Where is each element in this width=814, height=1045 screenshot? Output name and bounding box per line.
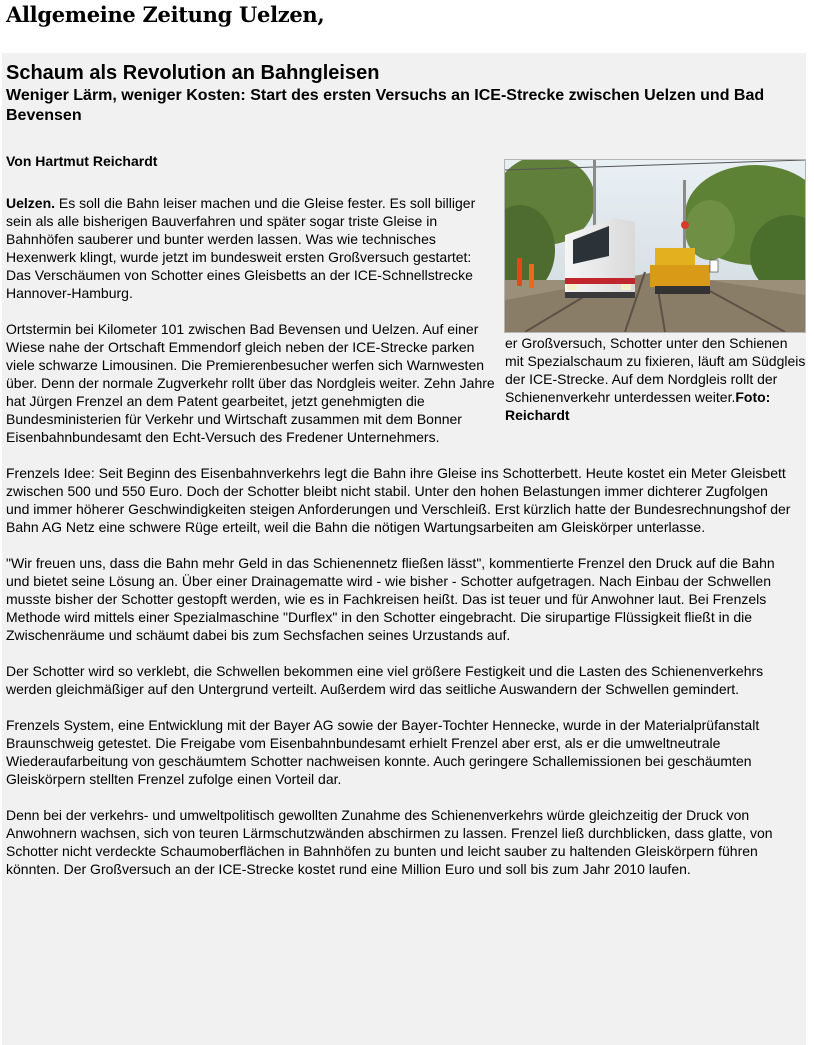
- article-byline: Von Hartmut Reichardt: [6, 153, 158, 169]
- article-photo-figure: [504, 159, 806, 424]
- photo-caption: [504, 334, 806, 424]
- article-panel: [2, 53, 806, 1045]
- photo-caption-text: er Großversuch, Schotter unter den Schienen mit Spezialschaum zu fixieren, läuft am Südgleis der ICE-Strecke. Auf dem Nordgleis rollt der Schienenverkehr unterdessen weiter.: [505, 335, 806, 405]
- article-content: [6, 53, 806, 878]
- article-paragraph: Ortstermin bei Kilometer 101 zwischen Bad Bevensen und Uelzen. Auf einer Wiese nahe der Ortschaft Emmendorf gleich neben der ICE-Strecke parken viele schwarze Limousinen. Die Premierenbesucher werfen sich Warnwesten über. Denn der normale Zugverkehr rollt über das Nordgleis weiter. Zehn Jahre hat Jürgen Frenzel an dem Patent gearbeitet, jetzt genehmigten die Bundesministerien für Verkehr und Wirtschaft zusammen mit dem Bonner Eisenbahnbundesamt den Echt-Versuch des Fredener Unternehmers.: [6, 321, 495, 445]
- article-headline: Schaum als Revolution an Bahngleisen: [6, 62, 380, 84]
- article-paragraph: Der Schotter wird so verklebt, die Schwellen bekommen eine viel größere Festigkeit und die Lasten des Schienenverkehrs werden gleichmäßiger auf den Untergrund verteilt. Außerdem wird das seitliche Auswandern der Schwellen gemindert.: [6, 663, 764, 697]
- article-paragraph: "Wir freuen uns, dass die Bahn mehr Geld in das Schienennetz fließen lässt", kommentierte Frenzel den Druck auf die Bahn und bietet seine Lösung an. Über einer Drainagematte wird - wie bisher - Schotter aufgetragen. Nach Einbau der Schwellen musste bisher der Schotter gestopft werden, wie es in Fachkreisen heißt. Das ist teuer und für Anwohner laut. Bei Frenzels Methode wird mittels einer Spezialmaschine "Durflex" in den Schotter eingebracht. Die sirupartige Flüssigkeit fließt in die Zwischenräume und schäumt dabei bis zum Sechsfachen seines Urzustands auf.: [6, 555, 775, 643]
- article-paragraph: Denn bei der verkehrs- und umweltpolitisch gewollten Zunahme des Schienenverkehrs würde gleichzeitig der Druck von Anwohnern wachsen, sich von teuren Lärmschutzwänden abschirmen zu lassen. Frenzel ließ durchblicken, dass glatte, von Schotter nicht verdeckte Schaumoberflächen in Bahnhöfen zu bunten und leicht sauber zu haltenden Gleiskörpern führen könnten. Der Großversuch an der ICE-Strecke kostet rund eine Million Euro und soll bis zum Jahr 2010 laufen.: [6, 807, 773, 877]
- article-paragraph: Frenzels Idee: Seit Beginn des Eisenbahnverkehrs legt die Bahn ihre Gleise ins Schotterbett. Heute kostet ein Meter Gleisbett zwischen 500 und 550 Euro. Doch der Schotter bleibt nicht stabil. Unter den hohen Belastungen immer dichterer Zugfolgen und immer höherer Geschwindigkeiten steigen Anforderungen und Verschleiß. Erst kürzlich hatte der Bundesrechnungshof der Bahn AG Netz eine schwere Rüge erteilt, weil die Bahn die nötigen Wartungsarbeiten am Gleiskörper unterlasse.: [6, 465, 791, 535]
- article-subheadline: Weniger Lärm, weniger Kosten: Start des ersten Versuchs an ICE-Strecke zwischen Uelzen und Bad Bevensen: [6, 87, 765, 124]
- ice-train-photo: [504, 159, 806, 333]
- paragraph-text: Es soll die Bahn leiser machen und die Gleise fester. Es soll billiger sein als alle bisherigen Bauverfahren und später sogar triste Gleise in Bahnhöfen sauberer und bunter werden lassen. Was wie technisches Hexenwerk klingt, wurde jetzt im bundesweit ersten Großversuch gestartet: Das Verschäumen von Schotter eines Gleisbetts an der ICE-Schnellstrecke Hannover-Hamburg.: [6, 195, 476, 301]
- newspaper-masthead: Allgemeine Zeitung Uelzen,: [6, 2, 325, 27]
- dateline: Uelzen.: [6, 195, 56, 211]
- article-paragraph: Frenzels System, eine Entwicklung mit der Bayer AG sowie der Bayer-Tochter Hennecke, wurde in der Materialprüfanstalt Braunschweig getestet. Die Freigabe vom Eisenbahnbundesamt erhielt Frenzel aber erst, als er die umweltneutrale Wiederaufarbeitung von geschäumtem Schotter nachweisen konnte. Auch geringere Schallemissionen bei geschäumten Gleiskörpern stellten Frenzel zufolge einen Vorteil dar.: [6, 717, 760, 787]
- photo-credit: Foto: Reichardt: [505, 389, 771, 423]
